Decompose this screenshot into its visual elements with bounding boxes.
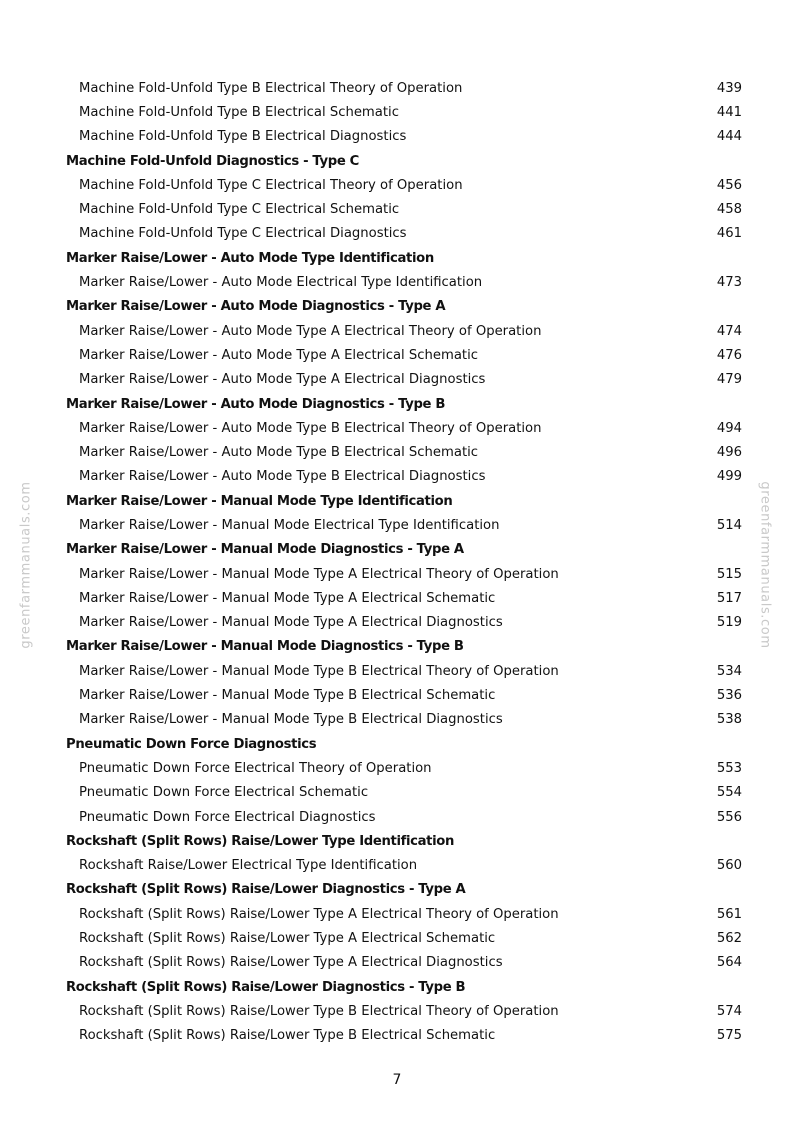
toc-entry-page: 494 — [716, 420, 742, 436]
toc-entry[interactable] — [66, 197, 746, 221]
toc-entry-page: 560 — [716, 858, 742, 874]
toc-entry-page: 553 — [716, 760, 742, 776]
toc-entry[interactable] — [66, 756, 746, 780]
toc-entry[interactable] — [66, 343, 746, 367]
toc-entry-page: 554 — [716, 785, 742, 801]
toc-entry-title: Marker Raise/Lower - Auto Mode Diagnostics - Type B — [66, 396, 446, 412]
toc-entry-page: 536 — [716, 688, 742, 704]
toc-entry-title: Rockshaft (Split Rows) Raise/Lower Type B Electrical Theory of Operation — [79, 1003, 559, 1019]
toc-entry-title: Rockshaft (Split Rows) Raise/Lower Type A Electrical Schematic — [79, 931, 496, 947]
toc-entry-title: Machine Fold-Unfold Type B Electrical Diagnostics — [79, 129, 407, 145]
toc-entry-title: Rockshaft (Split Rows) Raise/Lower Type A Electrical Diagnostics — [79, 955, 503, 971]
watermark-left: greenfarmmanuals.com — [18, 481, 34, 649]
toc-section-heading[interactable] — [66, 732, 746, 756]
toc-entry[interactable] — [66, 440, 746, 464]
toc-entry-title: Marker Raise/Lower - Auto Mode Electrical Type Identification — [79, 275, 483, 291]
toc-entry-page: 564 — [716, 955, 742, 971]
toc-entry-page: 479 — [716, 372, 742, 388]
toc-entry-page: 514 — [716, 517, 742, 533]
toc-entry-page: 562 — [716, 931, 742, 947]
toc-entry-page: 441 — [716, 104, 742, 120]
toc-entry-title: Pneumatic Down Force Electrical Schematic — [79, 785, 369, 801]
toc-section-heading[interactable] — [66, 392, 746, 416]
toc-entry-page: 515 — [716, 566, 742, 582]
toc-entry-title: Marker Raise/Lower - Auto Mode Type A Electrical Schematic — [79, 347, 479, 363]
toc-entry-title: Marker Raise/Lower - Manual Mode Type A Electrical Schematic — [79, 590, 496, 606]
toc-section-heading[interactable] — [66, 246, 746, 270]
toc-entry-page: 575 — [716, 1028, 742, 1044]
toc-entry-page: 517 — [716, 590, 742, 606]
toc-entry-title: Rockshaft (Split Rows) Raise/Lower Type B Electrical Schematic — [79, 1028, 496, 1044]
watermark-right: greenfarmmanuals.com — [757, 481, 773, 649]
toc-entry-title: Marker Raise/Lower - Manual Mode Type A Electrical Theory of Operation — [79, 566, 559, 582]
table-of-contents — [66, 76, 746, 1048]
toc-entry-title: Marker Raise/Lower - Auto Mode Type A Electrical Theory of Operation — [79, 323, 542, 339]
toc-entry-page: 519 — [716, 615, 742, 631]
toc-entry-title: Rockshaft (Split Rows) Raise/Lower Type A Electrical Theory of Operation — [79, 906, 559, 922]
toc-entry-title: Marker Raise/Lower - Manual Mode Type A Electrical Diagnostics — [79, 615, 503, 631]
toc-entry[interactable] — [66, 562, 746, 586]
toc-entry-title: Rockshaft (Split Rows) Raise/Lower Diagnostics - Type A — [66, 882, 466, 898]
toc-entry[interactable] — [66, 708, 746, 732]
toc-entry[interactable] — [66, 173, 746, 197]
toc-entry-title: Rockshaft (Split Rows) Raise/Lower Diagnostics - Type B — [66, 979, 466, 995]
toc-entry[interactable] — [66, 805, 746, 829]
toc-entry-title: Marker Raise/Lower - Manual Mode Type B Electrical Diagnostics — [79, 712, 503, 728]
toc-entry-title: Machine Fold-Unfold Type B Electrical Theory of Operation — [79, 80, 463, 96]
toc-entry[interactable] — [66, 416, 746, 440]
toc-section-heading[interactable] — [66, 878, 746, 902]
toc-section-heading[interactable] — [66, 295, 746, 319]
toc-entry[interactable] — [66, 125, 746, 149]
toc-entry-page: 534 — [716, 663, 742, 679]
toc-entry[interactable] — [66, 999, 746, 1023]
toc-entry-title: Marker Raise/Lower - Manual Mode Electrical Type Identification — [79, 517, 500, 533]
toc-entry-title: Marker Raise/Lower - Auto Mode Type A Electrical Diagnostics — [79, 372, 486, 388]
toc-entry-title: Machine Fold-Unfold Diagnostics - Type C — [66, 153, 360, 169]
toc-entry[interactable] — [66, 781, 746, 805]
toc-entry[interactable] — [66, 951, 746, 975]
toc-entry-title: Rockshaft Raise/Lower Electrical Type Identification — [79, 858, 418, 874]
toc-entry[interactable] — [66, 100, 746, 124]
toc-entry-title: Marker Raise/Lower - Manual Mode Diagnostics - Type A — [66, 542, 464, 558]
toc-entry-title: Machine Fold-Unfold Type C Electrical Theory of Operation — [79, 177, 463, 193]
toc-entry-title: Marker Raise/Lower - Manual Mode Type B Electrical Theory of Operation — [79, 663, 559, 679]
toc-entry-page: 574 — [716, 1003, 742, 1019]
toc-entry-title: Machine Fold-Unfold Type C Electrical Diagnostics — [79, 226, 407, 242]
toc-entry-page: 474 — [716, 323, 742, 339]
toc-entry-page: 439 — [716, 80, 742, 96]
toc-entry[interactable] — [66, 902, 746, 926]
toc-entry-title: Machine Fold-Unfold Type B Electrical Schematic — [79, 104, 399, 120]
toc-entry-title: Marker Raise/Lower - Auto Mode Type Identification — [66, 250, 434, 266]
toc-entry-title: Pneumatic Down Force Diagnostics — [66, 736, 317, 752]
toc-entry[interactable] — [66, 513, 746, 537]
toc-entry-title: Pneumatic Down Force Electrical Diagnostics — [79, 809, 376, 825]
toc-entry[interactable] — [66, 319, 746, 343]
toc-entry[interactable] — [66, 465, 746, 489]
toc-entry-title: Marker Raise/Lower - Auto Mode Type B Electrical Schematic — [79, 445, 479, 461]
toc-entry[interactable] — [66, 76, 746, 100]
toc-entry-page: 499 — [716, 469, 742, 485]
toc-section-heading[interactable] — [66, 635, 746, 659]
toc-entry-page: 473 — [716, 275, 742, 291]
toc-entry-page: 476 — [716, 347, 742, 363]
toc-entry[interactable] — [66, 586, 746, 610]
toc-section-heading[interactable] — [66, 975, 746, 999]
toc-entry-title: Marker Raise/Lower - Manual Mode Type B Electrical Schematic — [79, 688, 496, 704]
toc-entry-page: 556 — [716, 809, 742, 825]
toc-entry[interactable] — [66, 659, 746, 683]
toc-entry[interactable] — [66, 368, 746, 392]
page-number: 7 — [392, 1072, 402, 1088]
toc-entry[interactable] — [66, 683, 746, 707]
toc-entry[interactable] — [66, 1024, 746, 1048]
toc-entry-page: 444 — [716, 129, 742, 145]
toc-entry-title: Marker Raise/Lower - Manual Mode Type Identification — [66, 493, 453, 509]
toc-entry[interactable] — [66, 854, 746, 878]
toc-entry[interactable] — [66, 222, 746, 246]
toc-entry-page: 461 — [716, 226, 742, 242]
toc-section-heading[interactable] — [66, 149, 746, 173]
toc-entry[interactable] — [66, 611, 746, 635]
toc-entry-title: Machine Fold-Unfold Type C Electrical Schematic — [79, 202, 400, 218]
toc-entry-page: 538 — [716, 712, 742, 728]
toc-entry-title: Marker Raise/Lower - Manual Mode Diagnostics - Type B — [66, 639, 464, 655]
toc-entry[interactable] — [66, 270, 746, 294]
toc-entry-page: 561 — [716, 906, 742, 922]
toc-section-heading[interactable] — [66, 489, 746, 513]
toc-entry-page: 458 — [716, 202, 742, 218]
toc-section-heading[interactable] — [66, 538, 746, 562]
toc-entry[interactable] — [66, 926, 746, 950]
toc-entry-title: Marker Raise/Lower - Auto Mode Diagnostics - Type A — [66, 299, 446, 315]
toc-entry-title: Marker Raise/Lower - Auto Mode Type B Electrical Diagnostics — [79, 469, 486, 485]
toc-entry-page: 496 — [716, 445, 742, 461]
toc-entry-title: Marker Raise/Lower - Auto Mode Type B Electrical Theory of Operation — [79, 420, 542, 436]
toc-entry-title: Pneumatic Down Force Electrical Theory of Operation — [79, 760, 432, 776]
toc-entry-page: 456 — [716, 177, 742, 193]
toc-section-heading[interactable] — [66, 829, 746, 853]
toc-entry-title: Rockshaft (Split Rows) Raise/Lower Type Identification — [66, 833, 455, 849]
